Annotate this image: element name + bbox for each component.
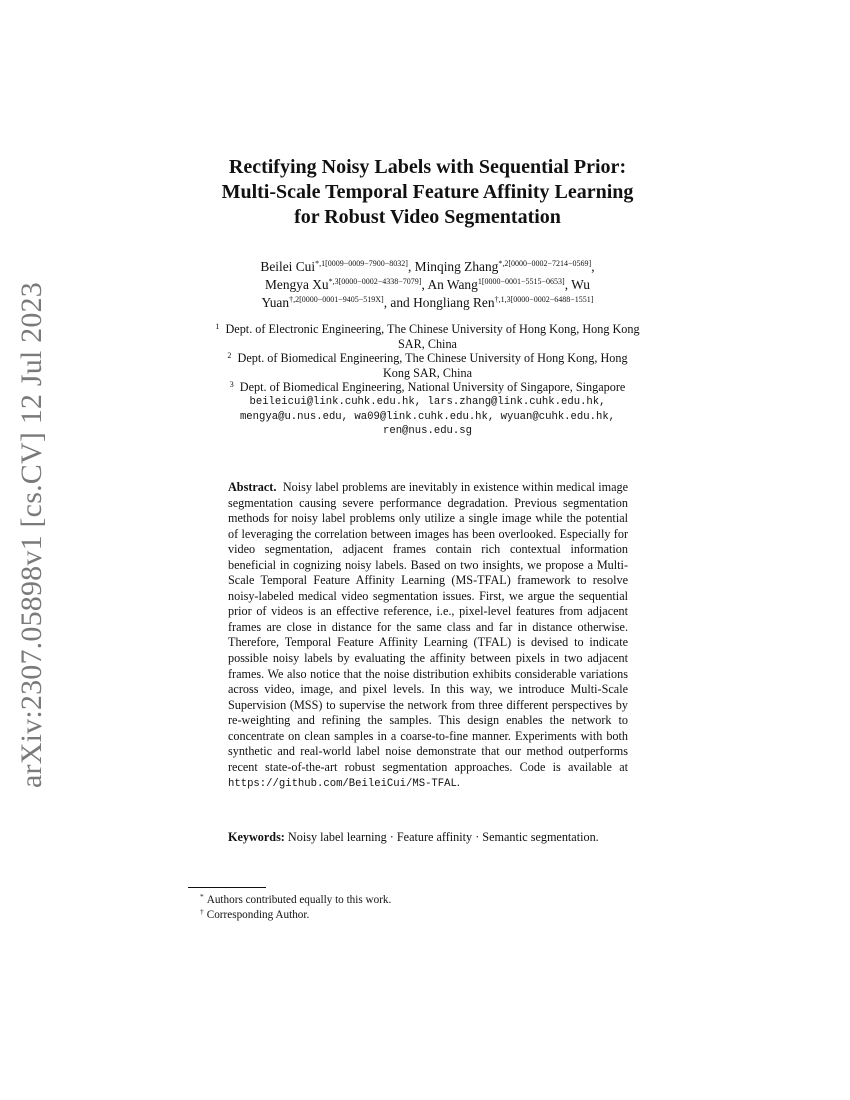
- abstract: [228, 480, 628, 793]
- author-separator: ,: [564, 277, 572, 292]
- footnotes: [200, 893, 680, 923]
- footnote-text: Corresponding Author.: [206, 909, 310, 921]
- affiliation-2-line-1: [160, 351, 695, 366]
- footnote-1: [200, 893, 680, 908]
- keywords: [228, 830, 628, 846]
- author-line-1: [160, 258, 695, 276]
- affiliation-text: Dept. of Electronic Engineering, The Chinese University of Hong Kong, Hong Kong: [225, 322, 640, 336]
- title-line-1: Rectifying Noisy Labels with Sequential Prior:: [228, 156, 627, 178]
- code-repository-link[interactable]: https://github.com/BeileiCui/MS-TFAL: [228, 778, 457, 791]
- author-name-part: Yuan: [261, 295, 290, 310]
- keywords-text: Noisy label learning · Feature affinity · Semantic segmentation.: [287, 830, 599, 844]
- footnote-mark: *: [200, 892, 204, 901]
- author-name: An Wang: [427, 277, 478, 292]
- affiliation-number: 1: [215, 322, 220, 331]
- author-separator: ,: [421, 277, 428, 292]
- email-line-3: ren@nus.edu.sg: [382, 425, 472, 438]
- author-name: Hongliang Ren: [413, 295, 495, 310]
- author-line-3: [160, 294, 695, 312]
- affiliation-number: 2: [227, 351, 232, 361]
- paper-title: [160, 155, 695, 230]
- author-affiliation-orcid: *,3[0000−0002−4338−7079]: [328, 277, 422, 286]
- author-affiliation-orcid: *,1[0009−0009−7900−8032]: [315, 259, 408, 268]
- arxiv-identifier-stamp: [10, 282, 54, 788]
- affiliation-number: 3: [229, 380, 234, 390]
- author-separator: ,: [407, 259, 415, 274]
- affiliation-text: Dept. of Biomedical Engineering, The Chinese University of Hong Kong, Hong: [237, 351, 628, 366]
- author-name-part: Wu: [571, 277, 590, 292]
- affiliation-text: Dept. of Biomedical Engineering, National University of Singapore, Singapore: [239, 380, 626, 395]
- author-name: Minqing Zhang: [414, 259, 499, 274]
- author-separator: ,: [591, 259, 595, 274]
- author-line-2: [160, 276, 695, 294]
- author-conjunction: , and: [383, 295, 414, 310]
- affiliations: [160, 322, 695, 439]
- affiliation-3-line-1: [160, 380, 695, 395]
- abstract-end: .: [456, 775, 460, 790]
- affiliation-1-line-2: SAR, China: [398, 336, 457, 351]
- email-line-1: beileicui@link.cuhk.edu.hk, lars.zhang@link.cuhk.edu.hk,: [249, 395, 606, 408]
- arxiv-identifier-text: arXiv:2307.05898v1 [cs.CV] 12 Jul 2023: [15, 282, 48, 788]
- footnote-text: Authors contributed equally to this work.: [206, 894, 392, 906]
- abstract-label: Abstract.: [228, 480, 277, 494]
- keywords-label: Keywords:: [228, 830, 285, 844]
- abstract-text: Noisy label problems are inevitably in existence within medical image segmentation causing severe performance degradation. Previous segmentation methods for noisy label problems only utilize a single image while the potential of leveraging the correlation between images has been overlooked. Especially for video segmentation, adjacent frames contain rich contextual information beneficial in cognizing noisy labels. Based on two insights, we propose a Multi-Scale Temporal Feature Affinity Learning (MS-TFAL) framework to resolve noisy-labeled medical video segmentation issues. First, we argue the sequential prior of videos is an effective reference, i.e., pixel-level features from adjacent frames are close in distance for the same class and far in distance otherwise. Therefore, Temporal Feature Affinity Learning (TFAL) is devised to indicate possible noisy labels by evaluating the affinity between pixels in two adjacent frames. We also notice that the noise distribution exhibits considerable variations across video, image, and pixel levels. In this way, we introduce Multi-Scale Supervision (MSS) to supervise the network from three different perspectives by re-weighting and refining the samples. This design enables the network to concentrate on clean samples in a coarse-to-fine manner. Experiments with both synthetic and real-world label noise demonstrate that our method outperforms recent state-of-the-art robust segmentation approaches. Code is available at: [228, 480, 628, 774]
- author-name: Mengya Xu: [265, 277, 329, 292]
- author-name: Beilei Cui: [260, 259, 316, 274]
- affiliation-2-line-2: Kong SAR, China: [382, 365, 473, 380]
- footnote-mark: †: [200, 907, 204, 916]
- author-affiliation-orcid: 1[0000−0001−5515−0653]: [477, 277, 565, 286]
- author-list: [160, 258, 695, 312]
- author-affiliation-orcid: *,2[0000−0002−7214−0569]: [498, 259, 592, 268]
- title-line-3: for Robust Video Segmentation: [294, 206, 561, 228]
- affiliation-1-line-1: [160, 322, 695, 337]
- footnote-rule: [188, 887, 266, 888]
- author-affiliation-orcid: †,2[0000−0001−9405−519X]: [289, 295, 384, 304]
- footnote-2: [200, 908, 680, 923]
- title-line-2: Multi-Scale Temporal Feature Affinity Learning: [221, 181, 634, 203]
- email-line-2: mengya@u.nus.edu, wa09@link.cuhk.edu.hk, wyuan@cuhk.edu.hk,: [239, 410, 616, 423]
- author-affiliation-orcid: †,1,3[0000−0002−6488−1551]: [494, 295, 594, 304]
